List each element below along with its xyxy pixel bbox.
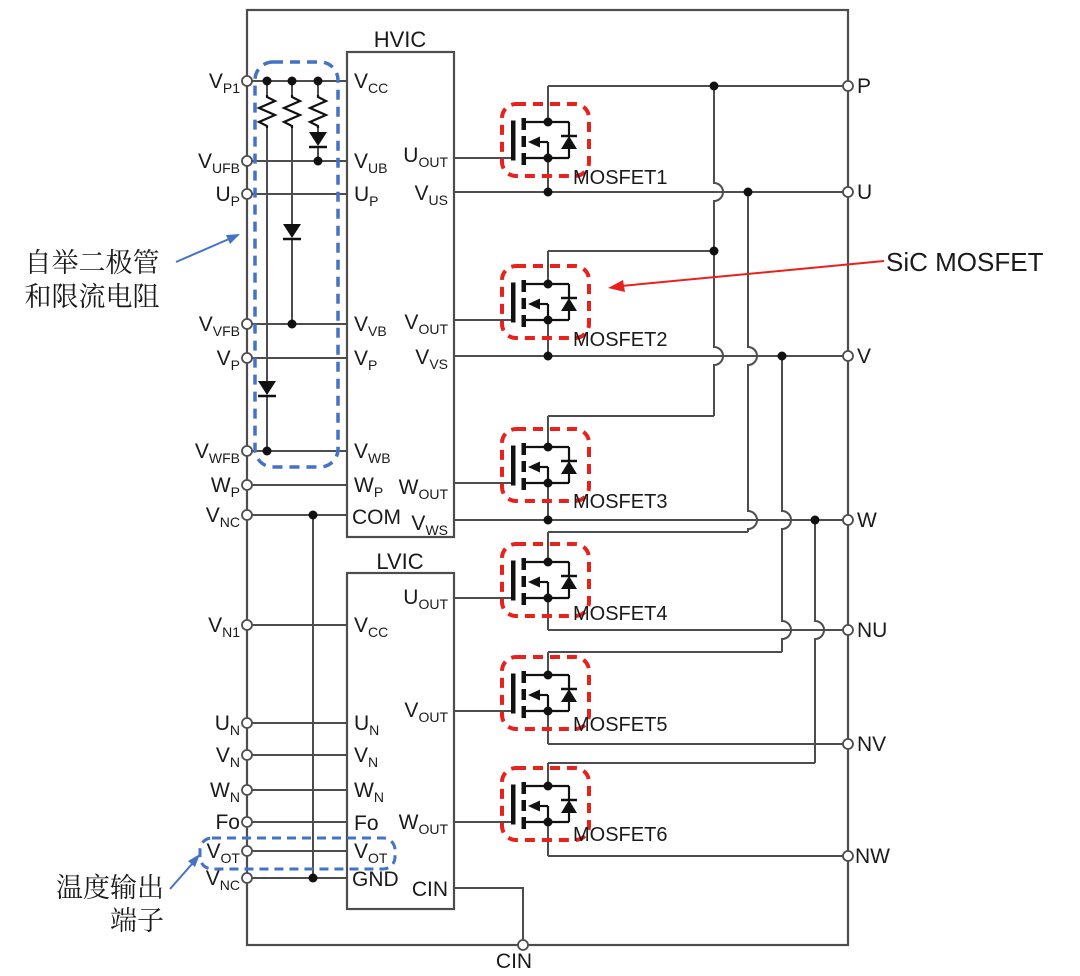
bootstrap-annotation <box>25 248 160 312</box>
label-fo: Fo <box>215 811 240 834</box>
hvic-pin-vout: $V_{OUT}$ <box>404 311 448 337</box>
terminal-vn1 <box>242 620 252 630</box>
temp-output-annotation <box>56 873 164 936</box>
mosfet2-symbol <box>511 280 577 328</box>
lvic-pin-wout: $W_{OUT}$ <box>398 811 448 837</box>
hvic-pin-vvb: $V_{VB}$ <box>354 313 387 339</box>
terminal-fo <box>242 817 252 827</box>
hvic-title: HVIC <box>373 27 427 52</box>
bootstrap-arrow <box>176 234 240 262</box>
label-nw: NW <box>855 845 890 868</box>
hvic-pin-vvs: $V_{VS}$ <box>415 346 448 372</box>
label-u: U <box>857 181 873 204</box>
terminal-vot <box>242 846 252 856</box>
terminal-vnc1 <box>242 510 252 520</box>
terminal-vwfb <box>242 446 252 456</box>
terminal-vp <box>242 353 252 363</box>
sic-mosfet-annotation: SiC MOSFET <box>886 247 1044 277</box>
left-terminal-labels <box>195 70 241 893</box>
hvic-pin-vcc: $V_{CC}$ <box>354 70 389 96</box>
bootstrap-annotation-line1: 自举二极管 <box>24 248 160 278</box>
mosfet1-label: MOSFET1 <box>573 167 668 189</box>
hvic-pin-vwb: $V_{WB}$ <box>354 440 391 466</box>
terminal-vvfb <box>242 319 252 329</box>
label-w: W <box>857 509 877 532</box>
terminal-vp1 <box>242 76 252 86</box>
label-vn1: $V_{N1}$ <box>208 614 240 640</box>
resistor-1 <box>259 95 275 128</box>
mosfet3-symbol <box>511 443 577 491</box>
label-wp: $W_P$ <box>210 474 240 500</box>
label-vvfb: $V_{VFB}$ <box>198 313 240 339</box>
label-vp1: $V_{P1}$ <box>208 70 240 96</box>
label-nu: NU <box>857 619 888 642</box>
terminal-vufb <box>242 156 252 166</box>
terminal-p <box>843 81 853 91</box>
lvic-pin-cin: CIN <box>411 878 448 901</box>
hvic-pin-vub: $V_{UB}$ <box>354 150 388 176</box>
mosfet5-symbol <box>511 671 577 719</box>
terminal-w <box>843 515 853 525</box>
hvic-pin-uout: $U_{OUT}$ <box>403 144 448 170</box>
hvic-box <box>347 52 454 537</box>
terminal-wp <box>242 480 252 490</box>
mosfet6-label: MOSFET6 <box>573 824 668 846</box>
label-vnc2: $V_{NC}$ <box>205 867 240 893</box>
mosfet2-label: MOSFET2 <box>573 329 668 351</box>
bootstrap-annotation-line2: 和限流电阻 <box>24 282 160 312</box>
terminal-v <box>843 351 853 361</box>
lvic-pin-vcc: $V_{CC}$ <box>354 614 389 640</box>
terminal-cin <box>518 940 528 950</box>
label-vufb: $V_{UFB}$ <box>197 150 240 176</box>
w-bus <box>815 520 824 763</box>
label-vwfb: $V_{WFB}$ <box>194 440 240 466</box>
hvic-pin-com: COM <box>352 506 401 529</box>
terminal-vnc2 <box>242 873 252 883</box>
sic-mosfet-arrow <box>608 261 884 292</box>
mosfet4-symbol <box>511 558 577 606</box>
label-un: $U_N$ <box>214 712 240 738</box>
u-bus <box>748 192 757 532</box>
hvic-pin-vus: $V_{US}$ <box>414 182 448 208</box>
hvic-pin-vp: $V_P$ <box>354 347 378 373</box>
terminal-u <box>843 187 853 197</box>
terminal-wn <box>242 785 252 795</box>
terminal-up <box>242 189 252 199</box>
hvic-pin-vws: $V_{WS}$ <box>411 512 448 538</box>
diode-u <box>309 132 327 147</box>
diode-v <box>283 224 301 239</box>
lvic-pin-un: $U_N$ <box>354 712 380 738</box>
terminal-un <box>242 718 252 728</box>
label-vp: $V_P$ <box>216 347 240 373</box>
label-up: $U_P$ <box>215 183 240 209</box>
label-nv: NV <box>857 733 887 756</box>
temp-output-arrow <box>170 854 200 889</box>
mosfet5-label: MOSFET5 <box>573 714 668 736</box>
label-vot: $V_{OT}$ <box>206 840 240 866</box>
terminal-nw <box>843 851 853 861</box>
temp-annotation-line2: 端子 <box>110 906 164 936</box>
resistor-2 <box>284 95 300 128</box>
lvic-pin-fo: Fo <box>354 812 379 835</box>
mosfet3-label: MOSFET3 <box>573 491 668 513</box>
hvic-pin-wp: $W_P$ <box>354 474 384 500</box>
lvic-pin-uout: $U_{OUT}$ <box>403 586 448 612</box>
label-wn: $W_N$ <box>210 779 240 805</box>
v-bus <box>782 356 791 652</box>
terminal-nv <box>843 739 853 749</box>
hvic-pin-wout: $W_{OUT}$ <box>398 476 448 502</box>
lvic-pin-gnd: GND <box>352 868 399 891</box>
lvic-pin-wn: $W_N$ <box>354 779 384 805</box>
label-vn: $V_N$ <box>215 744 240 770</box>
diode-w <box>258 381 276 396</box>
bootstrap-resistors <box>259 95 326 128</box>
lvic-title: LVIC <box>376 549 424 574</box>
hvic-pin-up: $U_P$ <box>354 183 379 209</box>
resistor-3 <box>310 95 326 128</box>
mosfet1-symbol <box>511 118 577 166</box>
lvic-pin-vout: $V_{OUT}$ <box>404 699 448 725</box>
label-vnc1: $V_{NC}$ <box>205 504 240 530</box>
mosfet6-symbol <box>511 782 577 830</box>
mosfet-symbols <box>511 118 577 830</box>
label-cin-terminal: CIN <box>495 950 533 973</box>
cin-wire <box>454 888 523 945</box>
right-terminal-labels <box>855 75 890 868</box>
mosfet4-label: MOSFET4 <box>573 603 668 625</box>
temp-annotation-line1: 温度输出 <box>56 873 164 903</box>
terminal-vn <box>242 750 252 760</box>
terminal-nu <box>843 625 853 635</box>
label-p: P <box>857 75 872 98</box>
lvic-pin-vot: $V_{OT}$ <box>354 840 388 866</box>
lvic-pin-vn: $V_N$ <box>354 744 379 770</box>
label-v: V <box>857 345 872 368</box>
